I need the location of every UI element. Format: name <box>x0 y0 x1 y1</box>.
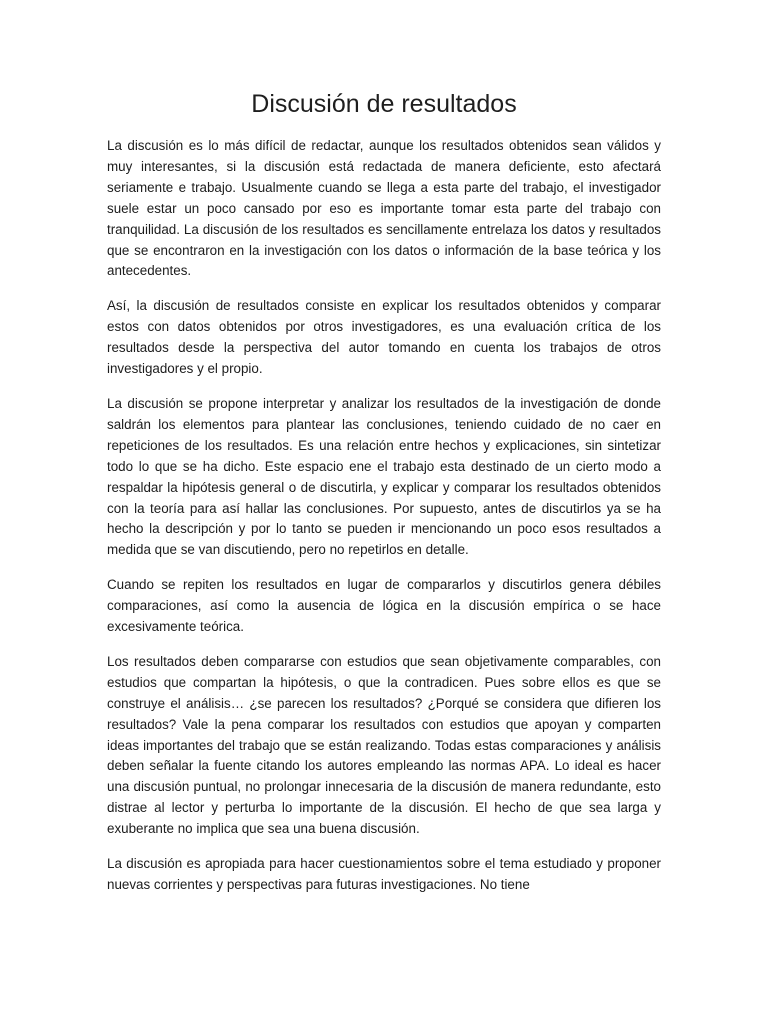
page-title: Discusión de resultados <box>251 90 517 118</box>
paragraph: La discusión es lo más difícil de redactar, aunque los resultados obtenidos sean válidos y muy interesantes, si la discusión está redactada de manera deficiente, esto afectará seriamente e trabajo. Usualmente cuando se llega a esta parte del trabajo, el investigador suele estar un poco cansado por eso es importante tomar esta parte del trabajo con tranquilidad. La discusión de los resultados es sencillamente entrelaza los datos y resultados que se encontraron en la investigación con los datos o información de la base teórica y los antecedentes. <box>107 138 661 279</box>
paragraph: La discusión se propone interpretar y analizar los resultados de la investigación de donde saldrán los elementos para plantear las conclusiones, teniendo cuidado de no caer en repeticiones de los resultados. Es una relación entre hechos y explicaciones, sin sintetizar todo lo que se ha dicho. Este espacio ene el trabajo esta destinado de un cierto modo a respaldar la hipótesis general o de discutirla, y explicar y comparar los resultados obtenidos con la teoría para así hallar las conclusiones. Por supuesto, antes de discutirlos ya se ha hecho la descripción y por lo tanto se pueden ir mencionando un poco esos resultados a medida que se van discutiendo, pero no repetirlos en detalle. <box>107 395 661 558</box>
document-body <box>107 136 661 910</box>
paragraph: Así, la discusión de resultados consiste en explicar los resultados obtenidos y comparar estos con datos obtenidos por otros investigadores, es una evaluación crítica de los resultados desde la perspectiva del autor tomando en cuenta los trabajos de otros investigadores y el propio. <box>107 298 661 377</box>
paragraph: Cuando se repiten los resultados en lugar de compararlos y discutirlos genera débiles comparaciones, así como la ausencia de lógica en la discusión empírica o se hace excesivamente teórica. <box>107 577 661 635</box>
paragraph: La discusión es apropiada para hacer cuestionamientos sobre el tema estudiado y proponer nuevas corrientes y perspectivas para futuras investigaciones. No tiene <box>107 856 661 892</box>
paragraph: Los resultados deben compararse con estudios que sean objetivamente comparables, con estudios que compartan la hipótesis, o que la contradicen. Pues sobre ellos es que se construye el análisis… ¿se parecen los resultados? ¿Porqué se considera que difieren los resultados? Vale la pena comparar los resultados con estudios que apoyan y comparten ideas importantes del trabajo que se están realizando. Todas estas comparaciones y análisis deben señalar la fuente citando los autores empleando las normas APA. Lo ideal es hacer una discusión puntual, no prolongar innecesaria de la discusión de manera redundante, esto distrae al lector y perturba lo importante de la discusión. El hecho de que sea larga y exuberante no implica que sea una buena discusión. <box>107 653 661 837</box>
